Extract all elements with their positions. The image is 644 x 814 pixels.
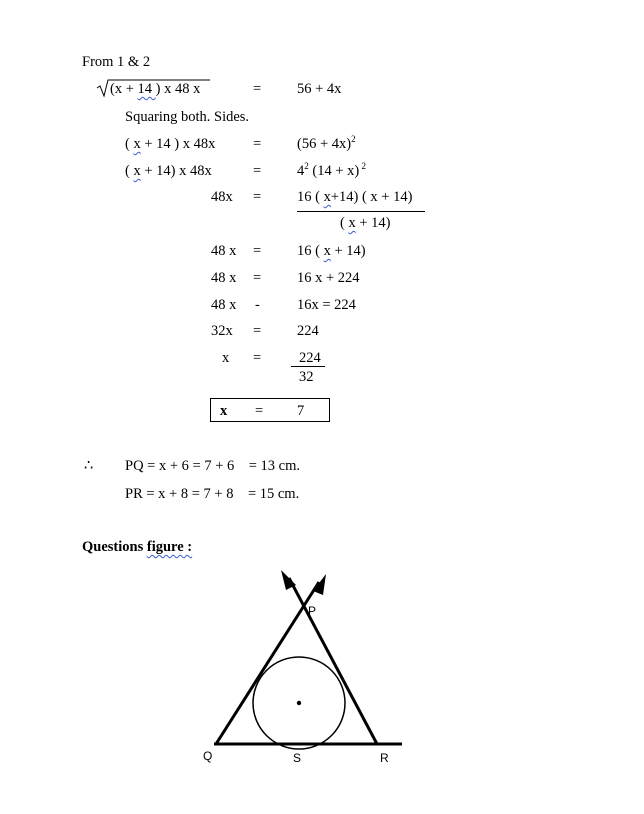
label-s: S xyxy=(293,751,302,765)
tangent-line-r-p xyxy=(289,578,377,744)
step8-rhs: 224 xyxy=(297,323,319,339)
arrowhead-right-icon xyxy=(313,574,326,595)
step2-equals: = xyxy=(253,136,262,152)
label-q: Q xyxy=(203,749,213,763)
therefore-symbol: ∴ xyxy=(84,458,94,474)
label-r: R xyxy=(380,751,389,765)
step6-rhs: 16 x + 224 xyxy=(297,270,360,286)
step5-lhs: 48 x xyxy=(211,243,237,259)
step6-equals: = xyxy=(253,270,262,286)
step7-operator: - xyxy=(255,297,260,313)
step4-equals: = xyxy=(253,189,262,205)
step5-rhs: 16 ( x + 14) xyxy=(297,243,366,259)
incircle-center-dot xyxy=(297,701,301,705)
step3-equals: = xyxy=(253,163,262,179)
step3-rhs: $4^2$ (14 + x) $^2$ xyxy=(297,161,366,179)
step7-rhs: 16x = 224 xyxy=(297,297,356,313)
step5-equals: = xyxy=(253,243,262,259)
step9-denominator: 32 xyxy=(299,369,314,385)
step1-rhs: 56 + 4x xyxy=(297,81,342,97)
pr-line: PR = x + 8 = 7 + 8 = 15 cm. xyxy=(125,486,300,502)
result-lhs: x xyxy=(220,403,228,419)
step8-equals: = xyxy=(253,323,262,339)
pq-line: PQ = x + 6 = 7 + 6 = 13 cm. xyxy=(125,458,301,474)
step9-equals: = xyxy=(253,350,262,366)
result-equals: = xyxy=(255,403,264,419)
step1-equals: = xyxy=(253,81,262,97)
step9-numerator: 224 xyxy=(299,350,321,366)
step4-numerator: 16 ( x+14) ( x + 14) xyxy=(297,189,413,205)
step7-lhs: 48 x xyxy=(211,297,237,313)
label-p: P xyxy=(308,604,317,618)
squaring-note: Squaring both. Sides. xyxy=(125,109,250,125)
step4-lhs: 48x xyxy=(211,189,233,205)
step3-lhs: ( x + 14) x 48x xyxy=(125,163,212,179)
step1-lhs: (x + 14 ) x 48 x xyxy=(110,81,201,97)
step6-lhs: 48 x xyxy=(211,270,237,286)
result-rhs: 7 xyxy=(297,403,305,419)
figure-heading: Questions figure : xyxy=(82,539,193,555)
step4-denominator: ( x + 14) xyxy=(340,215,391,231)
step8-lhs: 32x xyxy=(211,323,233,339)
step2-lhs: ( x + 14 ) x 48x xyxy=(125,136,216,152)
step2-rhs: $(56 + 4x)^2$ xyxy=(297,134,356,152)
header-line: From 1 & 2 xyxy=(82,54,151,70)
step9-lhs: x xyxy=(222,350,230,366)
